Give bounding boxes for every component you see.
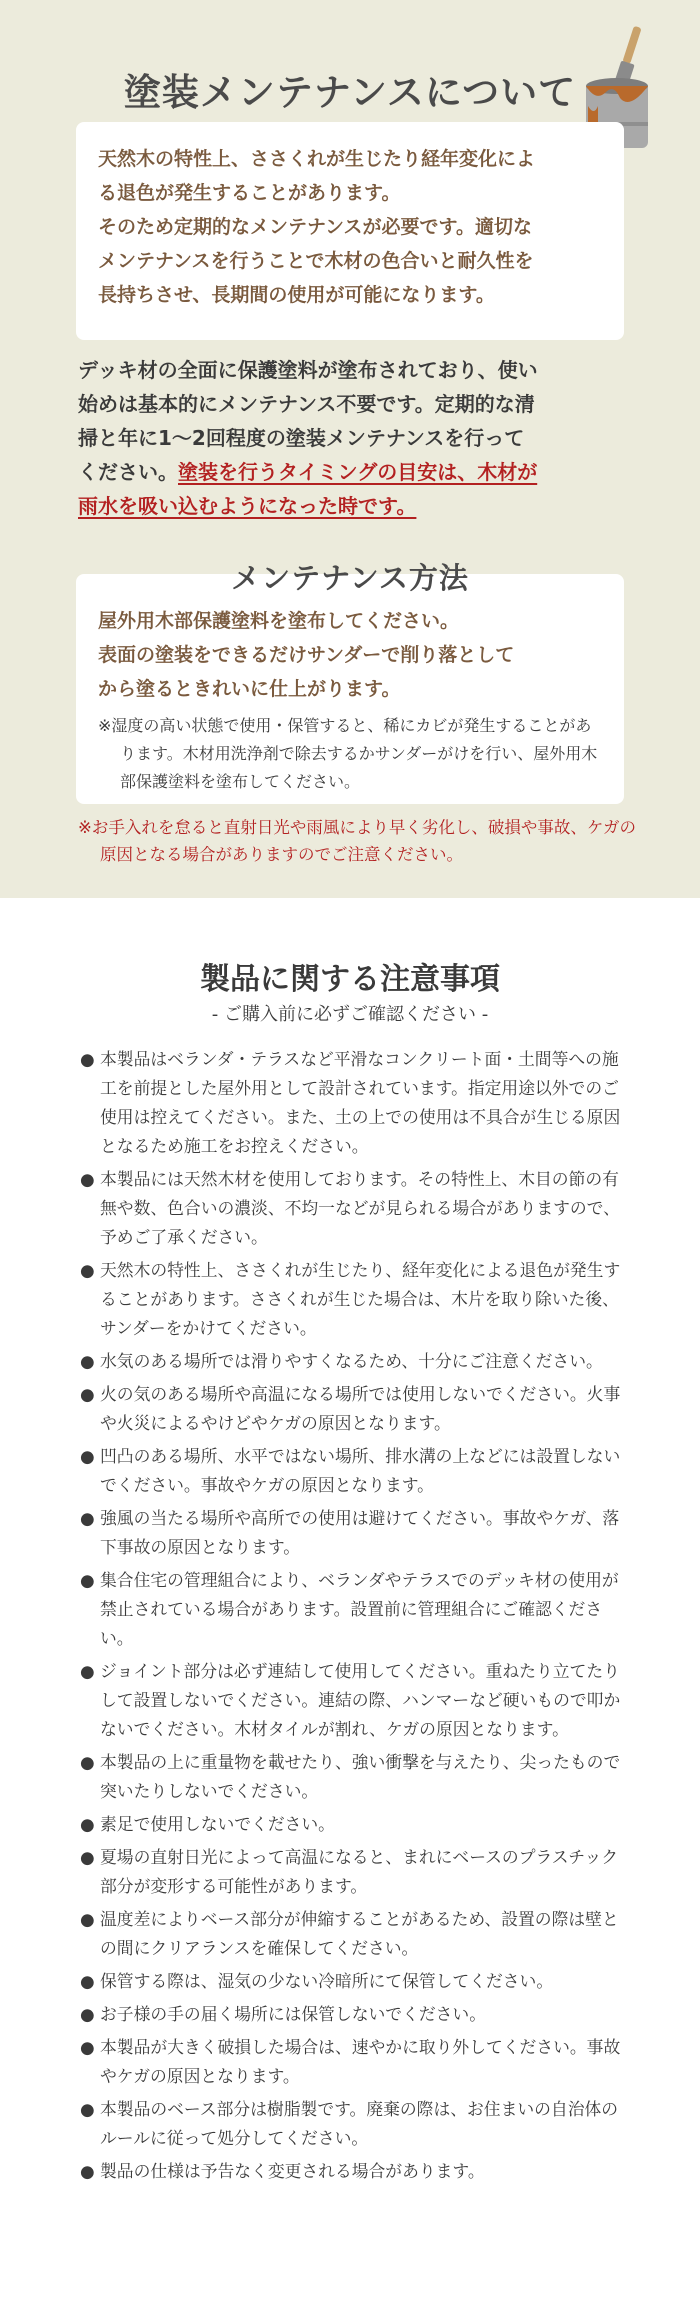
bullet-icon: ● (80, 1661, 95, 1681)
method-note (98, 712, 604, 796)
list-item (80, 1748, 628, 1806)
list-item-text: 本製品には天然木材を使用しております。その特性上、木目の節の有無や数、色合いの濃淡、不均一などが見られる場合がありますので、予めご了承ください。 (100, 1169, 620, 1247)
intro-last-plain: ください。 (78, 460, 178, 484)
card-line: 長持ちさせ、長期間の使用が可能になります。 (98, 284, 495, 306)
intro-highlight: 塗装を行うタイミングの目安は、木材が (178, 460, 538, 484)
list-item (80, 1347, 628, 1376)
list-item-text: 本製品が大きく破損した場合は、速やかに取り外してください。事故やケガの原因となります。 (100, 2037, 621, 2086)
list-item-text: お子様の手の届く場所には保管しないでください。 (100, 2004, 486, 2024)
card-line: 天然木の特性上、ささくれが生じたり経年変化によ (98, 148, 536, 170)
bullet-icon: ● (80, 1570, 95, 1590)
method-line: 表面の塗装をできるだけサンダーで削り落として (98, 644, 515, 666)
method-note-1: ※湿度の高い状態で使用・保管すると、稀にカビが発生する (98, 716, 528, 735)
bullet-icon: ● (80, 1049, 95, 1069)
list-item (80, 2033, 628, 2091)
maintenance-intro (78, 353, 628, 523)
list-item (80, 1566, 628, 1653)
warning-line-2: 事故、ケガの原因となる場合がありますのでご注意ください。 (100, 818, 636, 864)
bullet-icon: ● (80, 2037, 95, 2057)
list-item-text: 本製品の上に重量物を載せたり、強い衝撃を与えたり、尖ったもので突いたりしないでください。 (100, 1752, 621, 1801)
cautions-list (80, 1045, 628, 2190)
method-note-2: ことがあります。木材用洗浄剤で除去するかサンダーがけ (120, 716, 592, 763)
bullet-icon: ● (80, 1169, 95, 1189)
list-item (80, 1657, 628, 1744)
list-item (80, 1256, 628, 1343)
bullet-icon: ● (80, 1508, 95, 1528)
bullet-icon: ● (80, 1909, 95, 1929)
list-item-text: 夏場の直射日光によって高温になると、まれにベースのプラスチック部分が変形する可能性があります。 (100, 1847, 619, 1896)
maintenance-section (0, 0, 700, 898)
bullet-icon: ● (80, 2161, 95, 2181)
list-item (80, 1165, 628, 1252)
list-item (80, 1504, 628, 1562)
bullet-icon: ● (80, 1752, 95, 1772)
list-item-text: 天然木の特性上、ささくれが生じたり、経年変化による退色が発生することがあります。ささくれが生じた場合は、木片を取り除いた後、サンダーをかけてください。 (100, 1260, 621, 1338)
bullet-icon: ● (80, 1814, 95, 1834)
card-line: る退色が発生することがあります。 (98, 182, 401, 204)
bullet-icon: ● (80, 1384, 95, 1404)
list-item-text: 強風の当たる場所や高所での使用は避けてください。事故やケガ、落下事故の原因となります。 (100, 1508, 620, 1557)
list-item-text: 水気のある場所では滑りやすくなるため、十分にご注意ください。 (100, 1351, 603, 1371)
list-item-text: 保管する際は、湿気の少ない冷暗所にて保管してください。 (100, 1971, 554, 1991)
maintenance-card (76, 122, 624, 340)
intro-line: 掃と年に1～2回程度の塗装メンテナンスを行って (78, 426, 525, 450)
list-item (80, 1810, 628, 1839)
bullet-icon: ● (80, 1351, 95, 1371)
warning-line-1: ※お手入れを怠ると直射日光や雨風により早く劣化し、破損や (78, 818, 538, 837)
list-item (80, 1380, 628, 1438)
list-item-text: 火の気のある場所や高温になる場所では使用しないでください。火事や火災によるやけどやケガの原因となります。 (100, 1384, 621, 1433)
list-item (80, 1045, 628, 1161)
method-title: メンテナンス方法 (231, 561, 469, 595)
list-item (80, 2000, 628, 2029)
list-item (80, 2157, 628, 2186)
list-item-text: 集合住宅の管理組合により、ベランダやテラスでのデッキ材の使用が禁止されている場合があります。設置前に管理組合にご確認ください。 (100, 1570, 619, 1648)
bullet-icon: ● (80, 2004, 95, 2024)
list-item-text: 温度差によりベース部分が伸縮することがあるため、設置の際は壁との間にクリアランスを確保してください。 (100, 1909, 619, 1958)
list-item-text: 本製品のベース部分は樹脂製です。廃棄の際は、お住まいの自治体のルールに従って処分してください。 (100, 2099, 619, 2148)
maintenance-title: 塗装メンテナンスについて (123, 71, 577, 114)
list-item (80, 2095, 628, 2153)
list-item-text: ジョイント部分は必ず連結して使用してください。重ねたり立てたりして設置しないでください。連結の際、ハンマーなど硬いもので叩かないでください。木材タイルが割れ、ケガの原因となります。 (100, 1661, 621, 1739)
bullet-icon: ● (80, 1446, 95, 1466)
warning-note (78, 814, 648, 868)
list-item-text: 素足で使用しないでください。 (100, 1814, 335, 1834)
intro-line: デッキ材の全面に保護塗料が塗布されており、使い (78, 358, 538, 382)
cautions-title: 製品に関する注意事項 (200, 962, 500, 997)
list-item-text: 本製品はベランダ・テラスなど平滑なコンクリート面・土間等への施工を前提とした屋外用として設計されています。指定用途以外でのご使用は控えてください。また、土の上での使用は不具合が生じる原因となるため施工をお控えください。 (100, 1049, 621, 1156)
list-item-text: 製品の仕様は予告なく変更される場合があります。 (100, 2161, 485, 2181)
bullet-icon: ● (80, 1260, 95, 1280)
method-line: から塗るときれいに仕上がります。 (98, 678, 401, 700)
method-note-3: を行い、屋外用木部保護塗料を塗布してください。 (120, 744, 598, 791)
intro-line (78, 489, 628, 523)
list-item-text: 凹凸のある場所、水平ではない場所、排水溝の上などには設置しないでください。事故やケガの原因となります。 (100, 1446, 621, 1495)
card-line: そのため定期的なメンテナンスが必要です。適切な (98, 216, 532, 238)
bullet-icon: ● (80, 1971, 95, 1991)
bullet-icon: ● (80, 2099, 95, 2119)
list-item (80, 1843, 628, 1901)
intro-highlight: 雨水を吸い込むようになった時です。 (78, 494, 417, 518)
list-item (80, 1905, 628, 1963)
list-item (80, 1442, 628, 1500)
method-card (76, 574, 624, 804)
method-line: 屋外用木部保護塗料を塗布してください。 (98, 610, 460, 632)
card-line: メンテナンスを行うことで木材の色合いと耐久性を (98, 250, 534, 272)
intro-line (78, 455, 628, 489)
bullet-icon: ● (80, 1847, 95, 1867)
list-item (80, 1967, 628, 1996)
intro-line: 始めは基本的にメンテナンス不要です。定期的な清 (78, 392, 535, 416)
cautions-subtitle: - ご購入前に必ずご確認ください - (211, 1004, 489, 1025)
